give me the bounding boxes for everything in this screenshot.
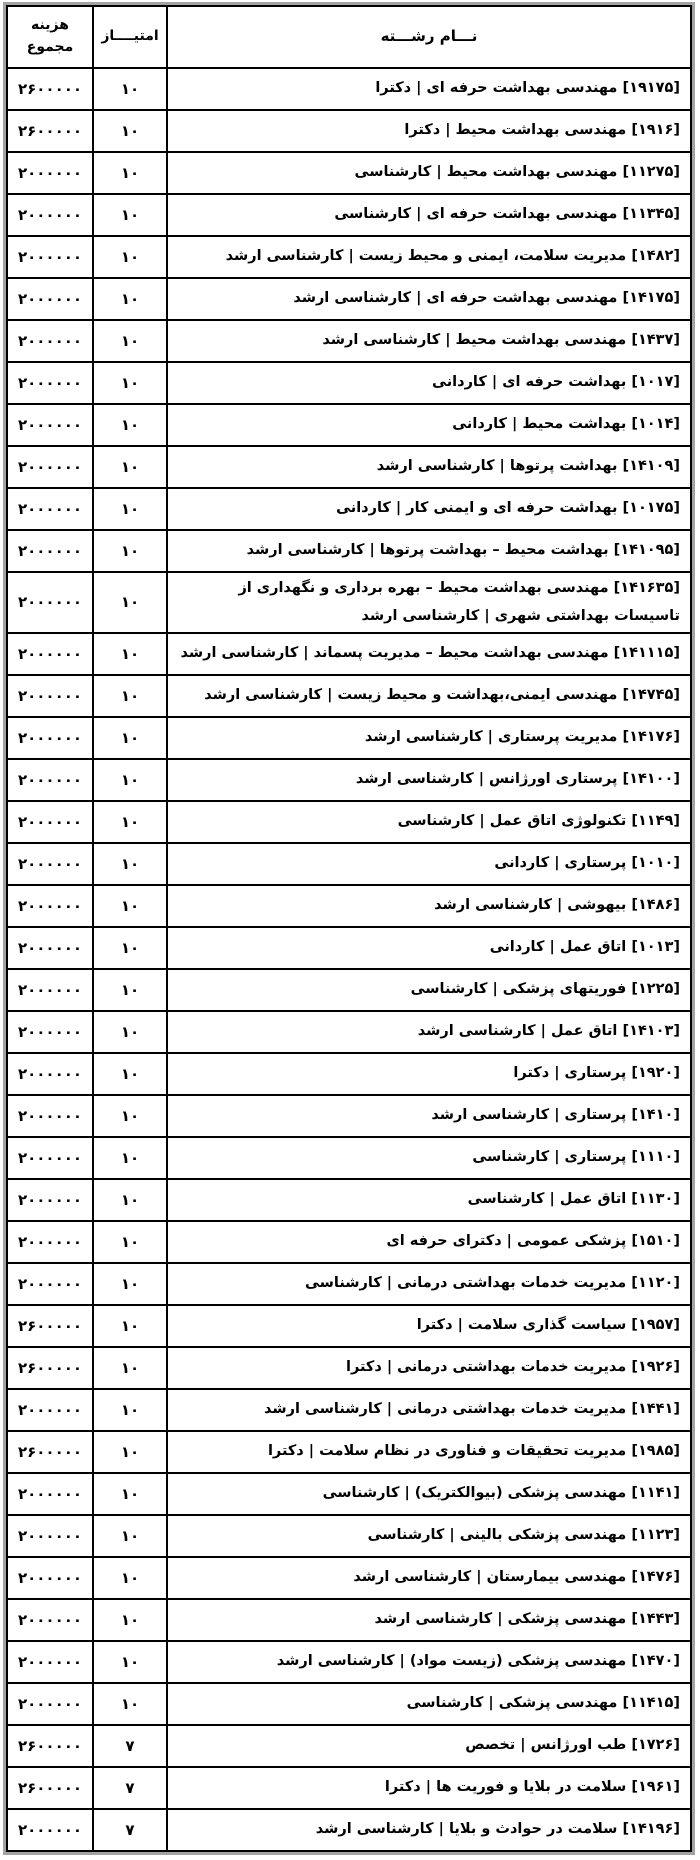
program-cost: ۲۰۰۰۰۰۰ [7,1053,93,1095]
program-name: [۱۱۲۰] مدیریت خدمات بهداشتی درمانی | کارشناسی [167,1263,691,1305]
program-score: ۱۰ [93,110,167,152]
program-score: ۱۰ [93,759,167,801]
program-cost: ۲۰۰۰۰۰۰ [7,675,93,717]
table-row [7,717,691,759]
program-cost: ۲۰۰۰۰۰۰ [7,1389,93,1431]
program-name: [۱۱۴۱۵] مهندسی پزشکی | کارشناسی [167,1683,691,1725]
program-score: ۱۰ [93,1263,167,1305]
program-name: [۱۱۲۳] مهندسی پزشکی بالینی | کارشناسی [167,1515,691,1557]
table-row [7,1011,691,1053]
program-score: ۱۰ [93,320,167,362]
program-score: ۱۰ [93,1221,167,1263]
program-name: [۱۴۱۹۶] سلامت در حوادث و بلایا | کارشناسی ارشد [167,1809,691,1851]
program-cost: ۲۰۰۰۰۰۰ [7,362,93,404]
program-name: [۱۴۱۰۹] بهداشت پرتوها | کارشناسی ارشد [167,446,691,488]
program-score: ۱۰ [93,1305,167,1347]
program-name: [۱۹۸۵] مدیریت تحقیقات و فناوری در نظام سلامت | دکترا [167,1431,691,1473]
program-name: [۱۴۱۶۳۵] مهندسی بهداشت محیط – بهره برداری و نگهداری از تاسیسات بهداشتی شهری | کارشناسی ارشد [167,572,691,633]
column-header-score: امتیــــاز [93,6,167,68]
program-cost: ۲۰۰۰۰۰۰ [7,320,93,362]
program-cost: ۲۶۰۰۰۰۰ [7,1767,93,1809]
table-row [7,1221,691,1263]
program-name: [۱۴۱۷۶] مدیریت پرستاری | کارشناسی ارشد [167,717,691,759]
program-cost: ۲۶۰۰۰۰۰ [7,1305,93,1347]
table-row [7,278,691,320]
program-cost: ۲۰۰۰۰۰۰ [7,1473,93,1515]
program-score: ۱۰ [93,633,167,675]
program-name: [۱۴۷۴۵] مهندسی ایمنی،بهداشت و محیط زیست | کارشناسی ارشد [167,675,691,717]
program-cost: ۲۶۰۰۰۰۰ [7,1725,93,1767]
program-cost: ۲۰۰۰۰۰۰ [7,404,93,446]
table-row [7,1515,691,1557]
program-name: [۱۴۸۲] مدیریت سلامت، ایمنی و محیط زیست | کارشناسی ارشد [167,236,691,278]
program-cost: ۲۰۰۰۰۰۰ [7,759,93,801]
program-cost: ۲۰۰۰۰۰۰ [7,885,93,927]
program-score: ۷ [93,1767,167,1809]
program-name: [۱۹۱۶] مهندسی بهداشت محیط | دکترا [167,110,691,152]
program-score: ۱۰ [93,1179,167,1221]
program-cost: ۲۶۰۰۰۰۰ [7,68,93,110]
table-row [7,1683,691,1725]
program-name: [۱۴۱۱۱۵] مهندسی بهداشت محیط – مدیریت پسماند | کارشناسی ارشد [167,633,691,675]
program-score: ۱۰ [93,68,167,110]
program-name: [۱۹۵۷] سیاست گذاری سلامت | دکترا [167,1305,691,1347]
table-row [7,759,691,801]
program-name: [۱۴۱۷۵] مهندسی بهداشت حرفه ای | کارشناسی ارشد [167,278,691,320]
program-name: [۱۱۴۹] تکنولوژی اتاق عمل | کارشناسی [167,801,691,843]
program-cost: ۲۰۰۰۰۰۰ [7,1809,93,1851]
program-name: [۱۱۲۷۵] مهندسی بهداشت محیط | کارشناسی [167,152,691,194]
program-score: ۱۰ [93,1095,167,1137]
program-score: ۱۰ [93,675,167,717]
program-name: [۱۱۳۴۵] مهندسی بهداشت حرفه ای | کارشناسی [167,194,691,236]
program-score: ۱۰ [93,1515,167,1557]
header-row [7,6,691,68]
program-score: ۱۰ [93,572,167,633]
program-name: [۱۱۱۰] پرستاری | کارشناسی [167,1137,691,1179]
table-row [7,530,691,572]
table-row [7,152,691,194]
table-row [7,1431,691,1473]
programs-table [6,5,692,1852]
table-row [7,1263,691,1305]
program-name: [۱۹۲۰] پرستاری | دکترا [167,1053,691,1095]
table-row [7,1725,691,1767]
program-cost: ۲۰۰۰۰۰۰ [7,194,93,236]
table-row [7,320,691,362]
table-row [7,68,691,110]
table-header [7,6,691,68]
program-name: [۱۴۴۳] مهندسی پزشکی | کارشناسی ارشد [167,1599,691,1641]
program-score: ۷ [93,1809,167,1851]
program-score: ۱۰ [93,1599,167,1641]
table-row [7,633,691,675]
program-cost: ۲۰۰۰۰۰۰ [7,1095,93,1137]
program-cost: ۲۶۰۰۰۰۰ [7,1431,93,1473]
program-name: [۱۰۱۰] پرستاری | کاردانی [167,843,691,885]
program-score: ۱۰ [93,152,167,194]
program-score: ۱۰ [93,278,167,320]
table-row [7,1473,691,1515]
program-name: [۱۰۱۷] بهداشت حرفه ای | کاردانی [167,362,691,404]
table-row [7,1557,691,1599]
table-row [7,194,691,236]
program-cost: ۲۰۰۰۰۰۰ [7,1011,93,1053]
table-row [7,1347,691,1389]
program-name: [۱۲۲۵] فوریتهای پزشکی | کارشناسی [167,969,691,1011]
program-cost: ۲۰۰۰۰۰۰ [7,927,93,969]
program-cost: ۲۰۰۰۰۰۰ [7,152,93,194]
program-cost: ۲۰۰۰۰۰۰ [7,1515,93,1557]
table-row [7,1179,691,1221]
table-row [7,1809,691,1851]
program-cost: ۲۰۰۰۰۰۰ [7,1641,93,1683]
column-header-cost: هزینه مجموع [7,6,93,68]
program-cost: ۲۰۰۰۰۰۰ [7,572,93,633]
program-cost: ۲۰۰۰۰۰۰ [7,969,93,1011]
program-name: [۱۹۶۱] سلامت در بلایا و فوریت ها | دکترا [167,1767,691,1809]
table-row [7,969,691,1011]
program-score: ۱۰ [93,530,167,572]
table-row [7,572,691,633]
program-score: ۱۰ [93,1347,167,1389]
program-score: ۱۰ [93,717,167,759]
program-score: ۱۰ [93,1137,167,1179]
program-score: ۷ [93,1725,167,1767]
column-header-name: نـــام رشـــته [167,6,691,68]
program-name: [۱۰۱۴] بهداشت محیط | کاردانی [167,404,691,446]
table-row [7,927,691,969]
program-cost: ۲۰۰۰۰۰۰ [7,801,93,843]
program-cost: ۲۰۰۰۰۰۰ [7,530,93,572]
program-name: [۱۰۱۷۵] بهداشت حرفه ای و ایمنی کار | کاردانی [167,488,691,530]
program-cost: ۲۰۰۰۰۰۰ [7,236,93,278]
program-name: [۱۴۱۰۹۵] بهداشت محیط – بهداشت پرتوها | کارشناسی ارشد [167,530,691,572]
program-score: ۱۰ [93,1641,167,1683]
program-cost: ۲۰۰۰۰۰۰ [7,1221,93,1263]
program-name: [۱۴۸۶] بیهوشی | کارشناسی ارشد [167,885,691,927]
table-row [7,236,691,278]
program-cost: ۲۰۰۰۰۰۰ [7,278,93,320]
table-row [7,110,691,152]
program-name: [۱۱۳۰] اتاق عمل | کارشناسی [167,1179,691,1221]
table-row [7,885,691,927]
program-cost: ۲۰۰۰۰۰۰ [7,1683,93,1725]
program-score: ۱۰ [93,1431,167,1473]
table-row [7,843,691,885]
program-score: ۱۰ [93,969,167,1011]
program-cost: ۲۶۰۰۰۰۰ [7,1347,93,1389]
table-row [7,446,691,488]
program-score: ۱۰ [93,194,167,236]
program-name: [۱۴۳۷] مهندسی بهداشت محیط | کارشناسی ارشد [167,320,691,362]
table-row [7,1389,691,1431]
program-score: ۱۰ [93,362,167,404]
program-name: [۱۴۴۱] مدیریت خدمات بهداشتی درمانی | کارشناسی ارشد [167,1389,691,1431]
program-score: ۱۰ [93,1557,167,1599]
program-score: ۱۰ [93,1011,167,1053]
table-row [7,1053,691,1095]
program-cost: ۲۶۰۰۰۰۰ [7,110,93,152]
program-cost: ۲۰۰۰۰۰۰ [7,1599,93,1641]
program-score: ۱۰ [93,843,167,885]
program-score: ۱۰ [93,488,167,530]
program-cost: ۲۰۰۰۰۰۰ [7,843,93,885]
table-row [7,362,691,404]
table-row [7,1599,691,1641]
program-name: [۱۰۱۳] اتاق عمل | کاردانی [167,927,691,969]
program-cost: ۲۰۰۰۰۰۰ [7,446,93,488]
program-name: [۱۱۴۱] مهندسی پزشکی (بیوالکتریک) | کارشناسی [167,1473,691,1515]
program-cost: ۲۰۰۰۰۰۰ [7,1263,93,1305]
program-name: [۱۴۷۰] مهندسی پزشکی (زیست مواد) | کارشناسی ارشد [167,1641,691,1683]
program-cost: ۲۰۰۰۰۰۰ [7,1179,93,1221]
table-row [7,404,691,446]
program-name: [۱۷۲۶] طب اورژانس | تخصص [167,1725,691,1767]
program-score: ۱۰ [93,1389,167,1431]
table-row [7,1305,691,1347]
program-name: [۱۹۱۷۵] مهندسی بهداشت حرفه ای | دکترا [167,68,691,110]
program-score: ۱۰ [93,446,167,488]
table-row [7,488,691,530]
table-row [7,1137,691,1179]
program-cost: ۲۰۰۰۰۰۰ [7,488,93,530]
program-cost: ۲۰۰۰۰۰۰ [7,717,93,759]
table-row [7,801,691,843]
table-row [7,1095,691,1137]
program-score: ۱۰ [93,404,167,446]
program-cost: ۲۰۰۰۰۰۰ [7,1557,93,1599]
program-name: [۱۴۱۰] پرستاری | کارشناسی ارشد [167,1095,691,1137]
table-body [7,68,691,1851]
program-name: [۱۴۷۶] مهندسی بیمارستان | کارشناسی ارشد [167,1557,691,1599]
program-score: ۱۰ [93,927,167,969]
table-row [7,1767,691,1809]
program-name: [۱۴۱۰۳] اتاق عمل | کارشناسی ارشد [167,1011,691,1053]
program-name: [۱۴۱۰۰] پرستاری اورژانس | کارشناسی ارشد [167,759,691,801]
program-name: [۱۹۲۶] مدیریت خدمات بهداشتی درمانی | دکترا [167,1347,691,1389]
program-score: ۱۰ [93,801,167,843]
program-score: ۱۰ [93,885,167,927]
program-cost: ۲۰۰۰۰۰۰ [7,1137,93,1179]
program-score: ۱۰ [93,1473,167,1515]
program-score: ۱۰ [93,1053,167,1095]
table-row [7,1641,691,1683]
program-cost: ۲۰۰۰۰۰۰ [7,633,93,675]
program-name: [۱۵۱۰] پزشکی عمومی | دکترای حرفه ای [167,1221,691,1263]
program-score: ۱۰ [93,236,167,278]
program-score: ۱۰ [93,1683,167,1725]
table-row [7,675,691,717]
